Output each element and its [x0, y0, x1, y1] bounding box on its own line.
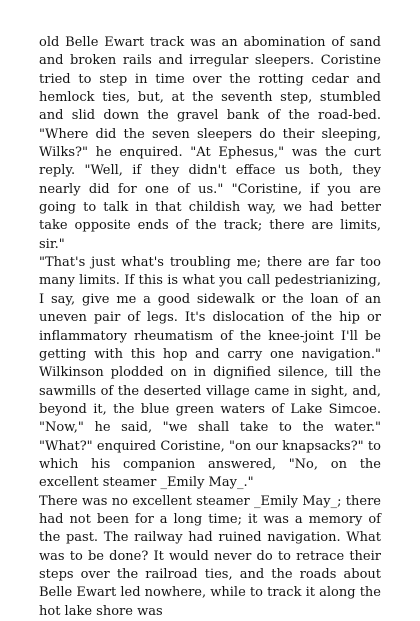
paragraph-2: "That's just what's troubling me; there are far too many limits. If this is what you call pedestrianizing, I say, give me a good sidewalk or the loan of an uneven pair of legs. It's dislocation of the hip or inflammatory rheumatism of the knee-joint I'll be getting with this hop and carry one navigation." Wilkinson plodded on in dignified silence, till the sawmills of the deserted village came in sight, and, beyond it, the blue green waters of Lake Simcoe. "Now," he said, "we shall take to the water." "What?" enquired Coristine, "on our knapsacks?" to which his companion answered, "No, on the excellent steamer _Emily May_."	[39, 255, 381, 491]
paragraph-1: old Belle Ewart track was an abomination of sand and broken rails and irregular sleepers. Coristine tried to step in time over the rotting cedar and hemlock ties, but, at the seventh step, stumbled and slid down the gravel bank of the road-bed. "Where did the seven sleepers do their sleeping, Wilks?" he enquired. "At Ephesus," was the curt reply. "Well, if they didn't efface us both, they nearly did for one of us." "Coristine, if you are going to talk in that childish way, we had better take opposite ends of the track; there are limits, sir."	[39, 35, 381, 252]
document-page	[39, 34, 381, 621]
paragraph-3: There was no excellent steamer _Emily May_; there had not been for a long time; it was a memory of the past. The railway had ruined navigation. What was to be done? It would never do to retrace their steps over the railroad ties, and the roads about Belle Ewart led nowhere, while to track it along the hot lake shore was	[39, 493, 381, 619]
